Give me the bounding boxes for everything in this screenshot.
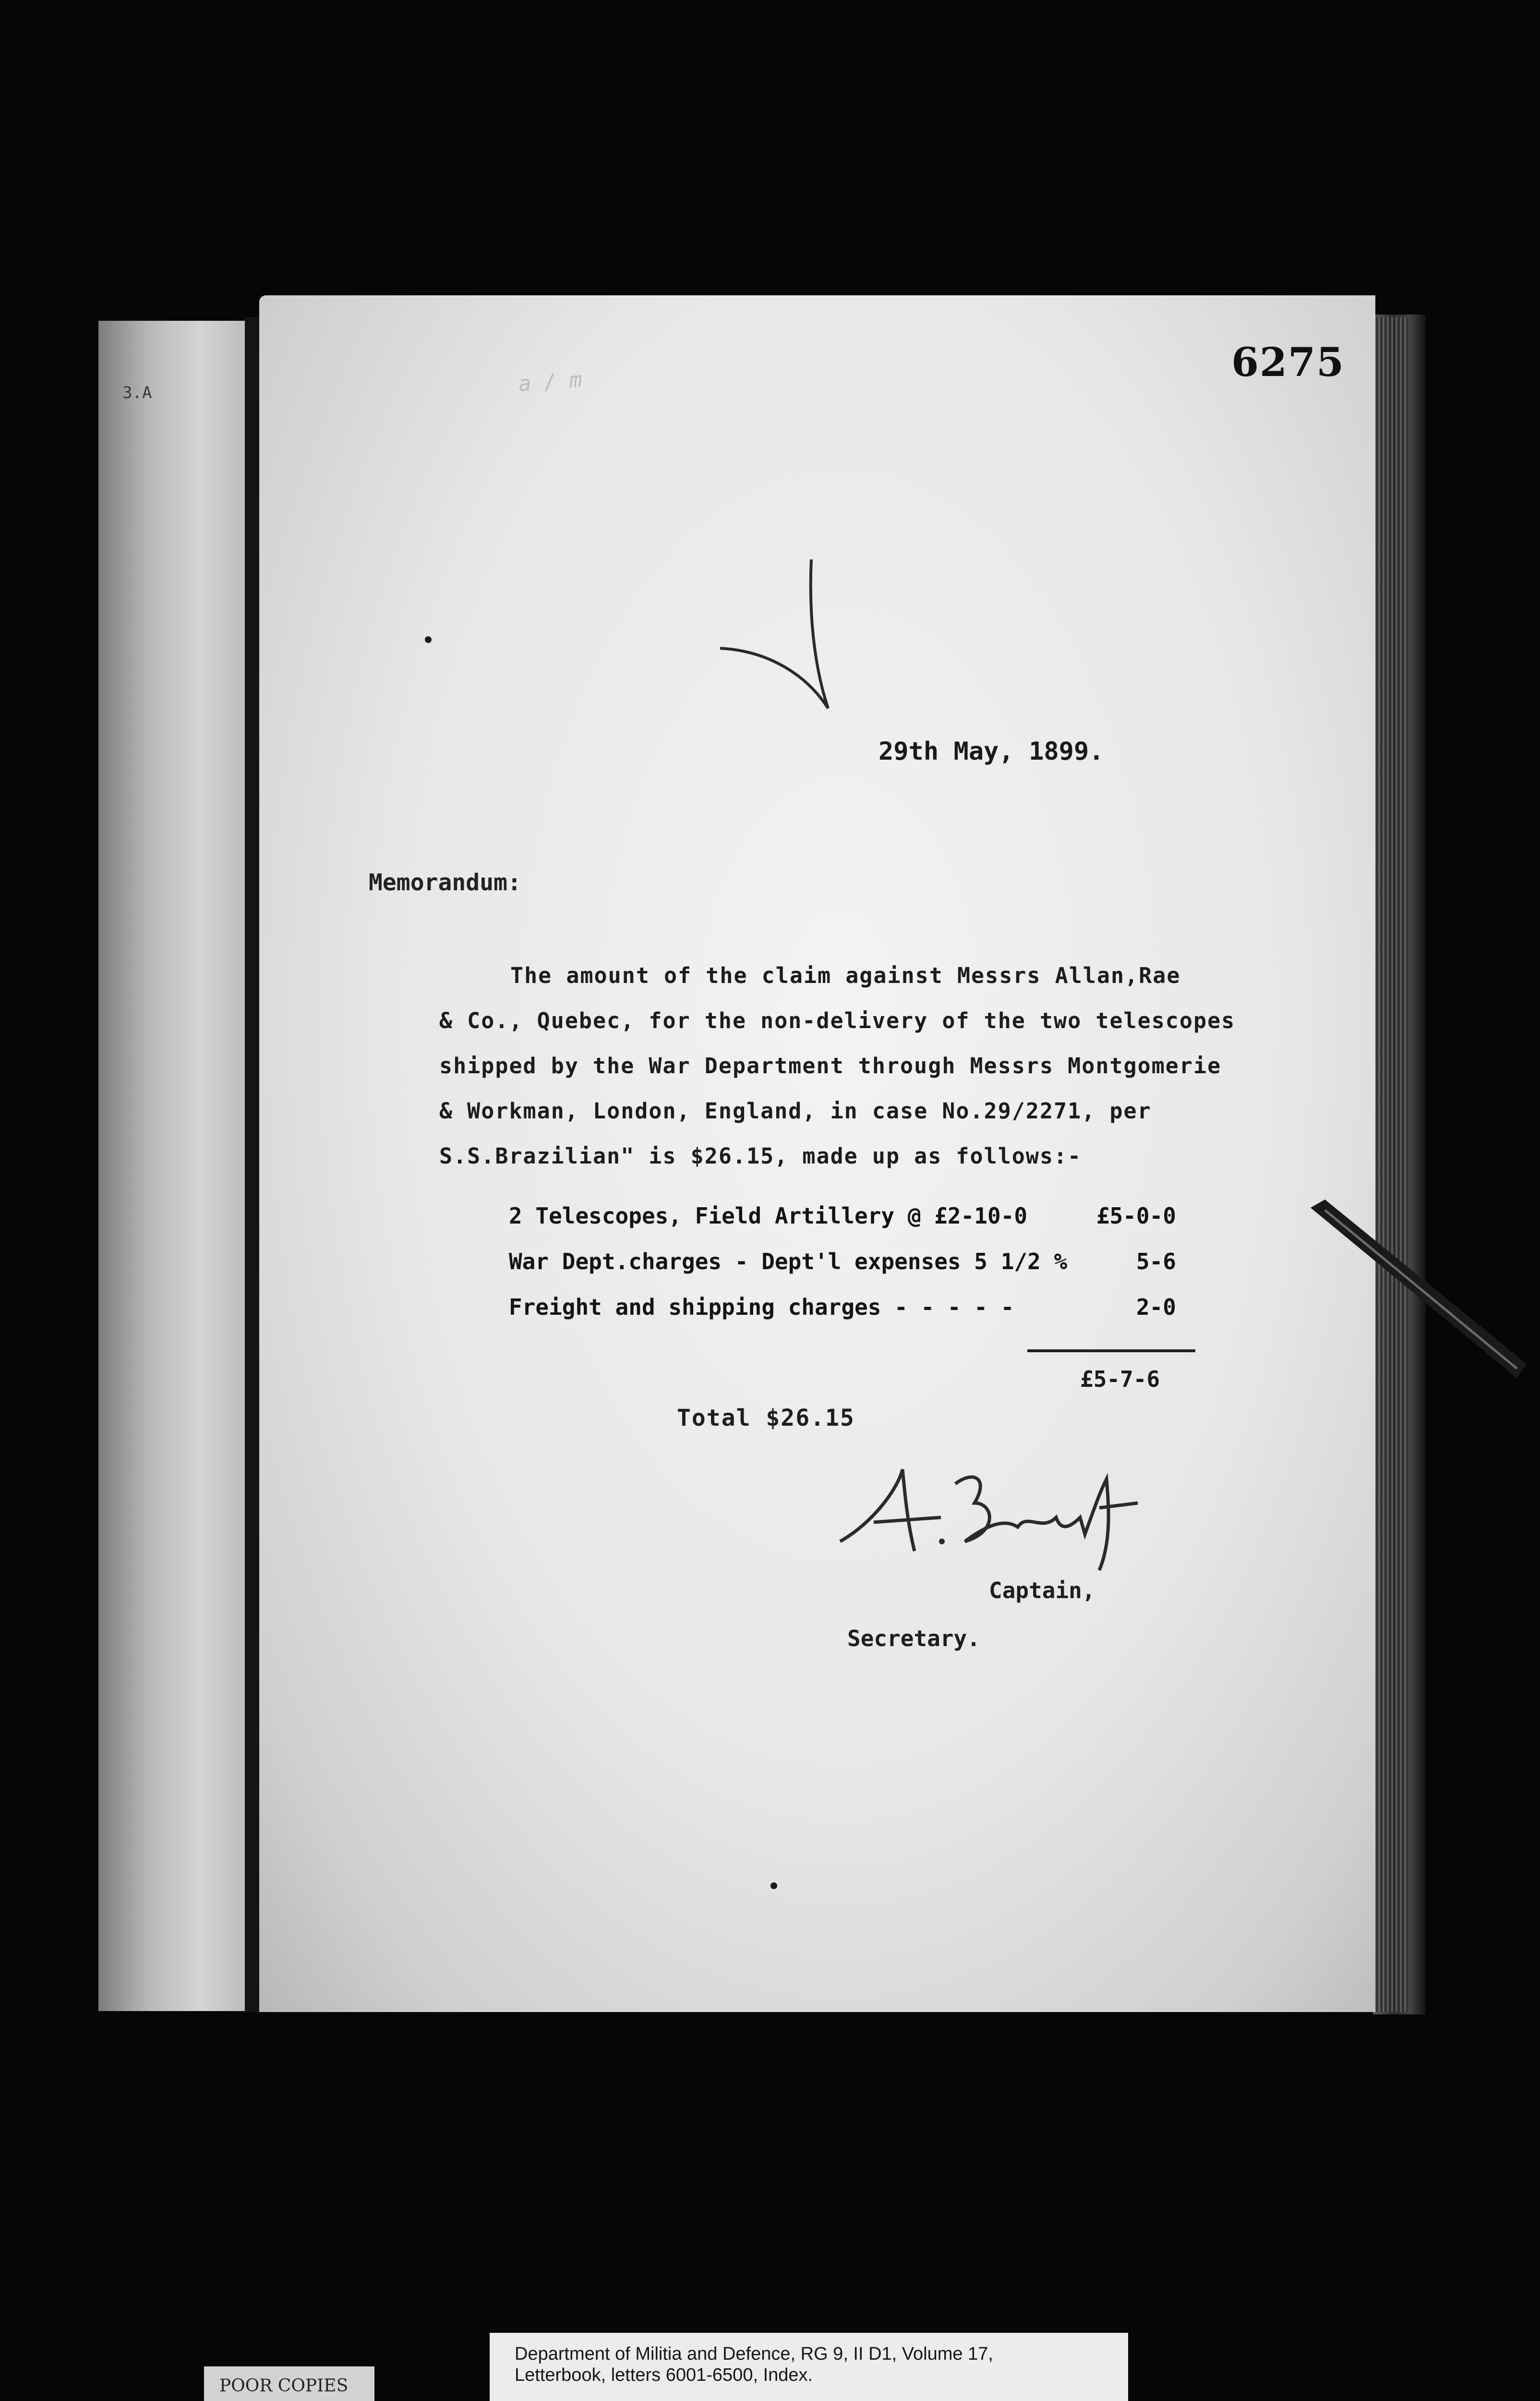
subtotal-amount: £5-7-6	[1080, 1366, 1160, 1392]
ink-dot	[425, 636, 432, 643]
item-amount: 2-0	[1136, 1294, 1176, 1320]
item-description: Freight and shipping charges - - - - -	[509, 1294, 1014, 1320]
total-amount: Total $26.15	[677, 1405, 855, 1431]
faint-pencil-note: a / m	[517, 367, 583, 397]
memo-date: 29th May, 1899.	[878, 737, 1104, 766]
left-facing-page	[98, 321, 245, 2011]
source-line: Department of Militia and Defence, RG 9, II D1, Volume 17,	[515, 2344, 993, 2364]
signatory-title-secretary: Secretary.	[847, 1625, 980, 1651]
source-line: Letterbook, letters 6001-6500, Index.	[515, 2365, 813, 2385]
source-reference-label	[490, 2333, 1128, 2401]
handwritten-signature	[830, 1450, 1167, 1575]
item-amount: 5-6	[1136, 1249, 1176, 1274]
memo-heading: Memorandum:	[369, 869, 521, 896]
body-line: & Workman, London, England, in case No.29/2271, per	[439, 1098, 1152, 1124]
sum-rule	[1027, 1349, 1195, 1352]
body-line: The amount of the claim against Messrs Allan,Rae	[510, 963, 1181, 988]
body-line: shipped by the War Department through Messrs Montgomerie	[439, 1053, 1222, 1079]
item-amount: £5-0-0	[1096, 1203, 1176, 1229]
item-description: 2 Telescopes, Field Artillery @ £2-10-0	[509, 1203, 1028, 1229]
pencil-check-mark-icon	[715, 555, 859, 713]
body-line: & Co., Quebec, for the non-delivery of the two telescopes	[439, 1008, 1236, 1033]
folio-number: 6275	[1231, 340, 1345, 386]
signatory-title-captain: Captain,	[989, 1577, 1095, 1603]
left-page-mark: 3.A	[122, 383, 152, 402]
ink-dot	[770, 1882, 777, 1889]
page-stack-edge	[1374, 317, 1408, 2012]
body-line: S.S.Brazilian" is $26.15, made up as follows:-	[439, 1143, 1082, 1169]
book-gutter	[245, 317, 260, 2012]
item-description: War Dept.charges - Dept'l expenses 5 1/2 %	[509, 1249, 1068, 1274]
poor-copies-label: POOR COPIES	[204, 2366, 374, 2401]
memo-body	[439, 953, 1255, 1179]
pen-icon	[1306, 1196, 1527, 1397]
